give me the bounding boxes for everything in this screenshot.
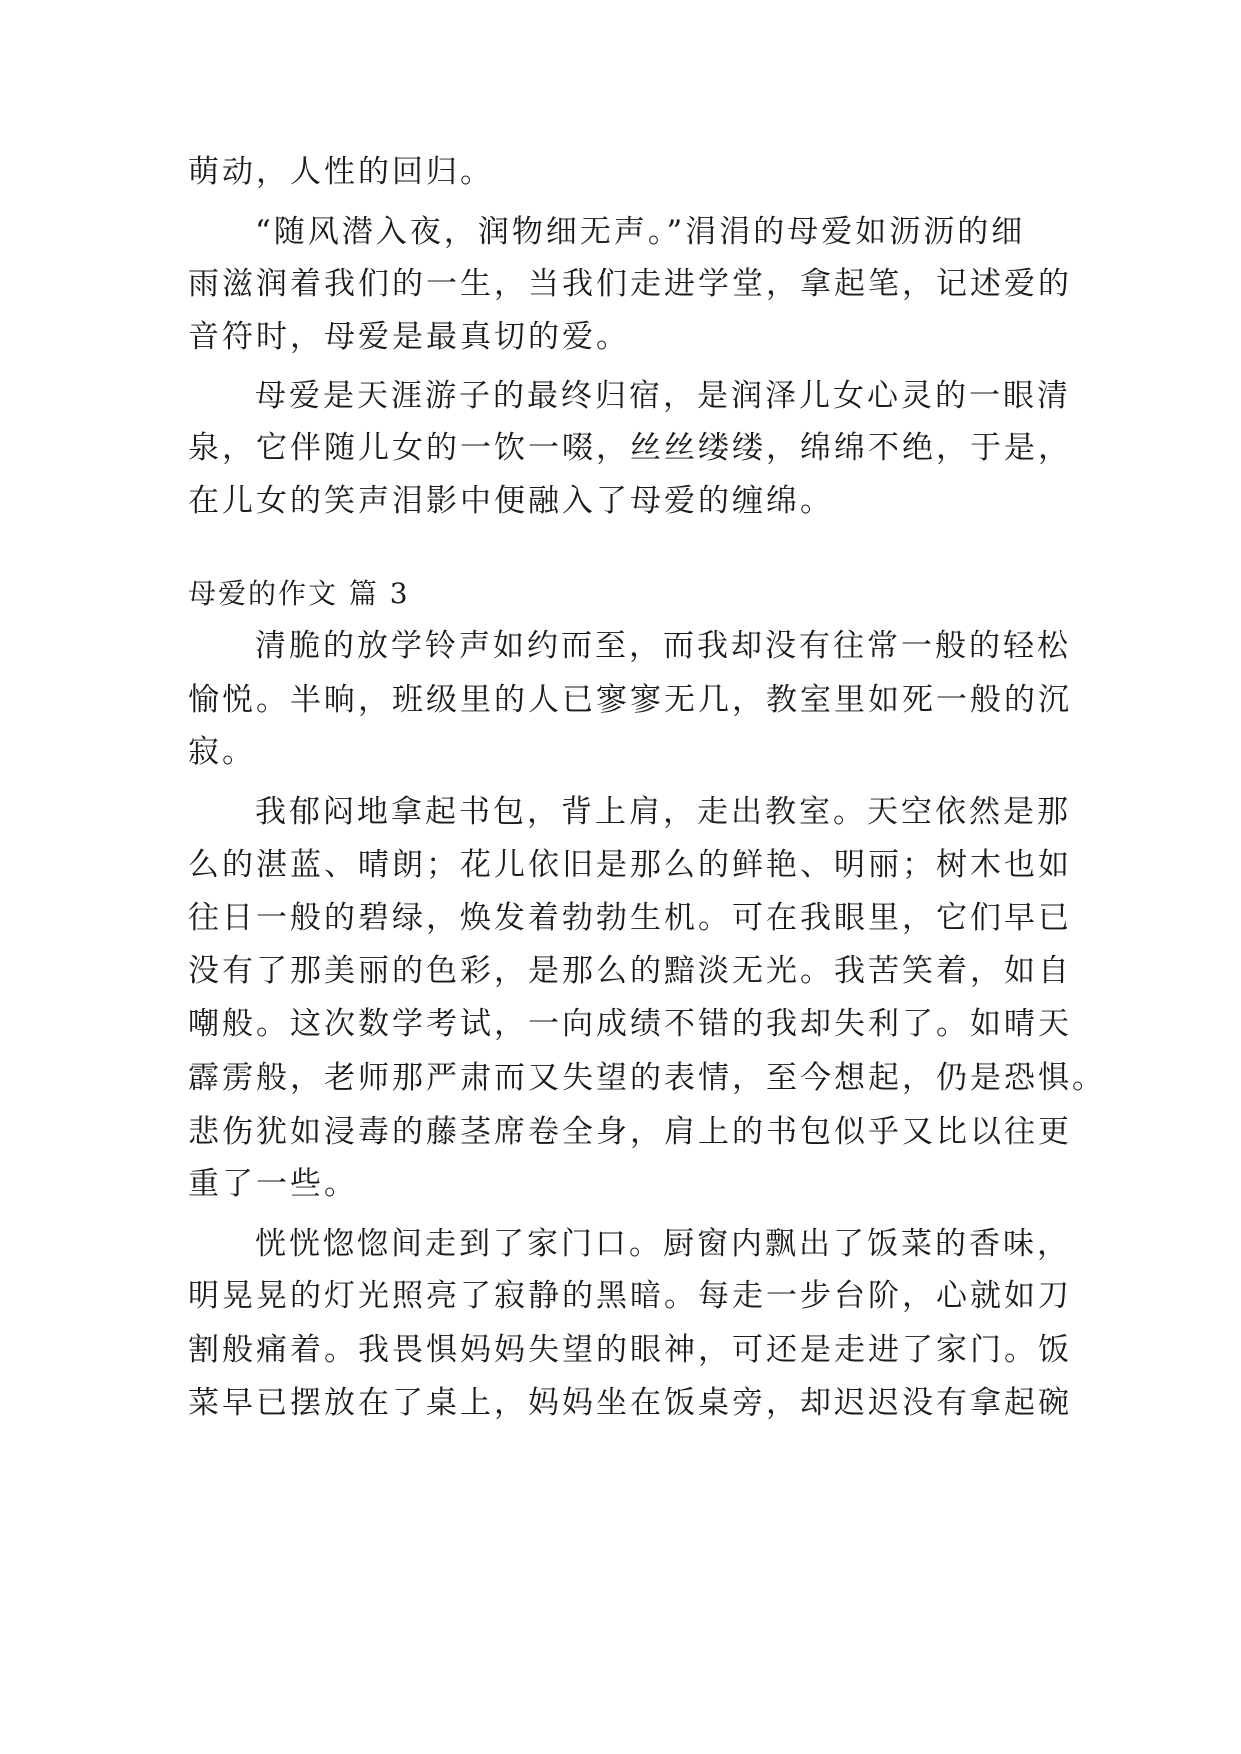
- paragraph-line: 泉，它伴随儿女的一饮一啜，丝丝缕缕，绵绵不绝，于是，: [188, 430, 1072, 466]
- paragraph-line: 悲伤犹如浸毒的藤茎席卷全身，肩上的书包似乎又比以往更: [188, 1114, 1072, 1150]
- paragraph-line: 霹雳般，老师那严肃而又失望的表情，至今想起，仍是恐惧。: [188, 1060, 1106, 1096]
- paragraph-line: 雨滋润着我们的一生，当我们走进学堂，拿起笔，记述爱的: [188, 266, 1072, 302]
- paragraph-line: 母爱是天涯游子的最终归宿，是润泽儿女心灵的一眼清: [255, 378, 1071, 414]
- section-heading: 母爱的作文 篇 3: [188, 577, 410, 610]
- paragraph-line: 往日一般的碧绿，焕发着勃勃生机。可在我眼里，它们早已: [188, 900, 1072, 936]
- paragraph-line: 在儿女的笑声泪影中便融入了母爱的缠绵。: [188, 483, 834, 519]
- paragraph-line: 重了一些。: [188, 1166, 358, 1202]
- paragraph-line: 我郁闷地拿起书包，背上肩，走出教室。天空依然是那: [255, 794, 1071, 830]
- paragraph-line: 愉悦。半晌，班级里的人已寥寥无几，教室里如死一般的沉: [188, 682, 1072, 718]
- paragraph-line: 嘲般。这次数学考试，一向成绩不错的我却失利了。如晴天: [188, 1006, 1072, 1042]
- paragraph-line: 萌动，人性的回归。: [188, 154, 494, 190]
- paragraph-line: 么的湛蓝、晴朗；花儿依旧是那么的鲜艳、明丽；树木也如: [188, 847, 1072, 883]
- paragraph-line: 割般痛着。我畏惧妈妈失望的眼神，可还是走进了家门。饭: [188, 1332, 1072, 1368]
- paragraph-line: 清脆的放学铃声如约而至，而我却没有往常一般的轻松: [255, 628, 1071, 664]
- paragraph-line: 寂。: [188, 734, 256, 770]
- paragraph-line: 音符时，母爱是最真切的爱。: [188, 319, 630, 355]
- paragraph-line: 没有了那美丽的色彩，是那么的黯淡无光。我苦笑着，如自: [188, 953, 1072, 989]
- paragraph-line: “随风潜入夜，润物细无声。”涓涓的母爱如沥沥的细: [255, 214, 1026, 250]
- paragraph-line: 恍恍惚惚间走到了家门口。厨窗内飘出了饭菜的香味，: [255, 1226, 1071, 1262]
- paragraph-line: 明晃晃的灯光照亮了寂静的黑暗。每走一步台阶，心就如刀: [188, 1278, 1072, 1314]
- paragraph-line: 菜早已摆放在了桌上，妈妈坐在饭桌旁，却迟迟没有拿起碗: [188, 1385, 1072, 1421]
